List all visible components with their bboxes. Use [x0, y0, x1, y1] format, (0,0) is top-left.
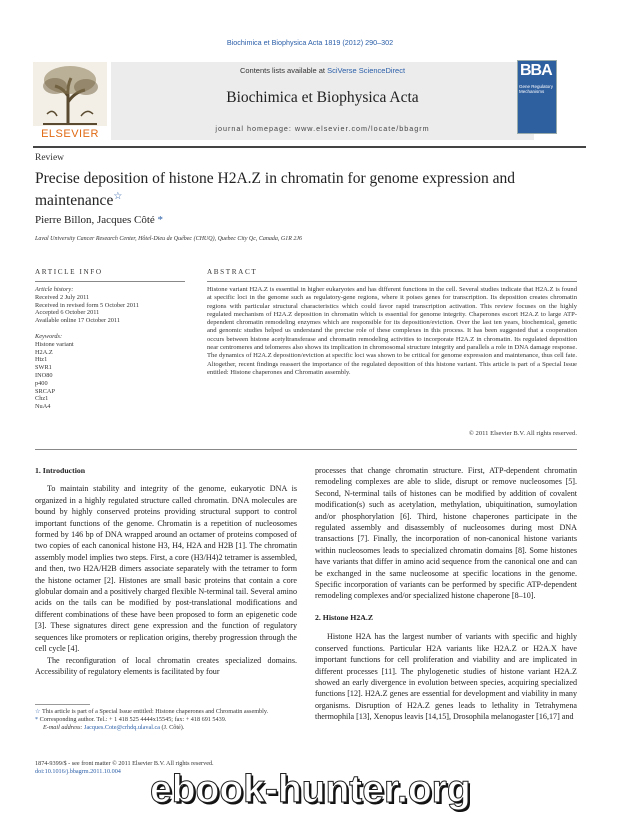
keyword-item: Chz1 [35, 395, 49, 403]
footnotes-block [35, 708, 297, 731]
keyword-item: Htz1 [35, 356, 48, 364]
email-footnote [35, 724, 297, 732]
author-list [35, 214, 163, 226]
article-info-rule [35, 281, 185, 282]
body-right-column [315, 465, 577, 723]
journal-homepage-link[interactable]: journal homepage: www.elsevier.com/locate/bbagrm [215, 124, 430, 133]
tree-emblem-icon [33, 62, 107, 126]
author-email-link[interactable]: Jacques.Cote@crhdq.ulaval.ca [84, 723, 160, 731]
title-footnote-marker[interactable]: ☆ [113, 191, 123, 202]
abstract-text: Histone variant H2A.Z is essential in higher eukaryotes and has different functions in the cell. Several studies indicate that H2A.Z is found at specific loci in the genome such as regulatory-gene regions, where it poises genes for transcription. Its deposition creates chromatin regions with particular structural characteristics which could favor rapid transcription activation. This review focuses on the highly regulated mechanism of H2A.Z deposition in chromatin which is essential for genome integrity. Chaperones escort H2A.Z to large ATP-dependent chromatin remodeling enzymes which are responsible for its deposition/eviction. Over the last ten years, biochemical, genetic and genomic studies helped us understand the precise role of these complexes in this process. It has been suggested that a cooperation occurs between histone acetyltransferase and chromatin remodeling activities to incorporate H2A.Z in chromatin. Its regulated deposition near centromeres and telomeres also shows its implication in chromosomal structure integrity and parallels a role in DNA damage response. The dynamics of H2A.Z deposition/eviction at specific loci was shown to be critical for genome expression and maintenance, thus cell fate. Altogether, recent findings reassert the importance of the regulated deposition of this histone variant. This article is part of a Special Issue entitled: Histone chaperones and Chromatin assembly. [207, 286, 577, 376]
abstract-rule [207, 281, 577, 282]
issn-line: 1874-9399/$ - see front matter © 2011 Elsevier B.V. All rights reserved. [35, 760, 214, 767]
keyword-item: H2A.Z [35, 348, 53, 356]
corresponding-author-marker[interactable]: * [157, 214, 164, 226]
doi-link[interactable]: doi:10.1016/j.bbagrm.2011.10.004 [35, 767, 121, 775]
abstract-heading: ABSTRACT [207, 268, 258, 276]
history-received: Received 2 July 2011 [35, 293, 90, 301]
contents-line [111, 66, 534, 75]
article-title-text: Precise deposition of histone H2A.Z in chromatin for genome expression and maintenance [35, 170, 515, 210]
keyword-item: p400 [35, 379, 48, 387]
intro-paragraph-1: To maintain stability and integrity of the genome, eukaryotic DNA is organized in a highly regulated structure called chromatin. DNA molecules are bound by highly conserved proteins providing structural support to control important functions of the genome. Chromatin is a repetition of nucleosomes formed by 146 bp of DNA wrapped around an octamer of proteins composed of two copies of each canonical histone H3, H4, H2A and H2B [1]. The chromatin assembly model implies two steps. First, a core (H3/H4)2 tetramer is assembled, and then, two H2A/H2B dimers associate separately with the tetramer to form the histone octamer [2]. Histones are small basic proteins that contain a core globular domain and a positively charged flexible N-terminal tail. Several amino acids on the tails can be modified by post-translational modifications and different combinations of these have been proposed to form an epigenetic code [3]. These signatures direct gene expression and the function of regulatory sequences like promoters or replication origins, thereby progression through the cell cycle [4]. [35, 484, 297, 654]
intro-paragraph-2: The reconfiguration of local chromatin creates specialized domains. Accessibility of regulatory elements is facilitated by four [35, 655, 297, 676]
footnote-star-marker: ☆ [35, 708, 41, 715]
abstract-copyright: © 2011 Elsevier B.V. All rights reserved. [468, 430, 577, 437]
keyword-item: SRCAP [35, 387, 55, 395]
journal-title: Biochimica et Biophysica Acta [226, 89, 419, 106]
email-suffix: (J. Côté). [161, 723, 185, 731]
keyword-item: INO80 [35, 371, 53, 379]
contents-prefix: Contents lists available at [239, 66, 328, 75]
special-issue-note: This article is part of a Special Issue entitled: Histone chaperones and Chromatin assembly. [42, 708, 269, 715]
corresponding-footnote [35, 716, 297, 724]
sciencedirect-link[interactable]: SciVerse ScienceDirect [327, 66, 406, 75]
journal-masthead [33, 62, 586, 140]
article-type: Review [35, 153, 65, 163]
keyword-item: NuA4 [35, 403, 51, 411]
keywords-heading: Keywords: [35, 332, 63, 340]
body-left-column [35, 465, 297, 677]
section2-paragraph-1: Histone H2A has the largest number of variants with specific and highly conserved functions. Particular H2A variants like H2A.Z or H2A.X have important functions for cell proliferation and viability and are implicated in different processes [11]. The phylogenetic studies of histone variant H2A.Z showed an early divergence in evolution between species, acquiring specialized functions [12]. H2A.Z genes are essential for development and viability in many organisms. Disruption of H2A.Z genes leads to lethality in Tetrahymena thermophila [13], Xenopus leavis [14,15], Drosophila melanogaster [16,17] and [315, 632, 577, 722]
article-info-heading: ARTICLE INFO [35, 268, 103, 276]
author-affiliation: Laval University Cancer Research Center, Hôtel-Dieu de Québec (CHUQ), Quebec City Qc, Canada, G1R 2J6 [35, 236, 303, 242]
elsevier-logo[interactable] [33, 62, 107, 140]
author-names: Pierre Billon, Jacques Côté [35, 214, 155, 226]
history-accepted: Accepted 6 October 2011 [35, 309, 100, 317]
keyword-item: Histone variant [35, 340, 74, 348]
history-online: Available online 17 October 2011 [35, 317, 120, 325]
cover-subtitle: Gene Regulatory Mechanisms [519, 84, 554, 94]
footnote-asterisk-marker: * [35, 715, 39, 723]
header-rule [33, 146, 586, 148]
corresponding-note: Corresponding author. Tel.: + 1 418 525 4444x15545; fax: + 418 691 5439. [39, 715, 227, 723]
publisher-wordmark: ELSEVIER [41, 128, 99, 140]
section2-heading: 2. Histone H2A.Z [315, 612, 374, 622]
cover-title: BBA [520, 62, 552, 79]
footnote-rule [35, 704, 90, 705]
history-heading: Article history: [35, 286, 74, 293]
journal-cover-thumbnail[interactable] [517, 60, 557, 134]
intro-heading: 1. Introduction [35, 466, 86, 475]
keyword-item: SWR1 [35, 364, 52, 372]
right-paragraph-1: processes that change chromatin structure. First, ATP-dependent chromatin remodeling complexes are able to slide, disrupt or remove nucleosomes [5]. Second, N-terminal tails of histones can be modified by addition of covalent modification(s) such as acetylation, methylation, ubiquitination, sumoylation and/or phosphorylation [6]. Third, histone chaperones participate in the regulated assembly and disassembly of nucleosomes during most DNA transactions [7]. Finally, the incorporation of non-canonical histone variants within nucleosomes leads to specialized chromatin domains [8]. Some histones have variants that differ in amino acid sequence from the canonical one and can be exchanged in the same nucleosome at specific locations in the genome. Specific incorporation of variants can be performed by specific ATP-dependent remodeling complexes and/or specialized histone chaperone [8–10]. [315, 466, 577, 601]
article-title [35, 170, 555, 210]
email-label: E-mail address: [43, 723, 83, 731]
journal-reference[interactable]: Biochimica et Biophysica Acta 1819 (2012) 290–302 [226, 38, 394, 47]
special-issue-footnote [35, 708, 297, 716]
abstract-bottom-rule [35, 449, 577, 450]
watermark-text: ebook-hunter.org [150, 768, 471, 811]
history-revised: Received in revised form 5 October 2011 [35, 301, 139, 309]
article-info-block [35, 286, 185, 411]
